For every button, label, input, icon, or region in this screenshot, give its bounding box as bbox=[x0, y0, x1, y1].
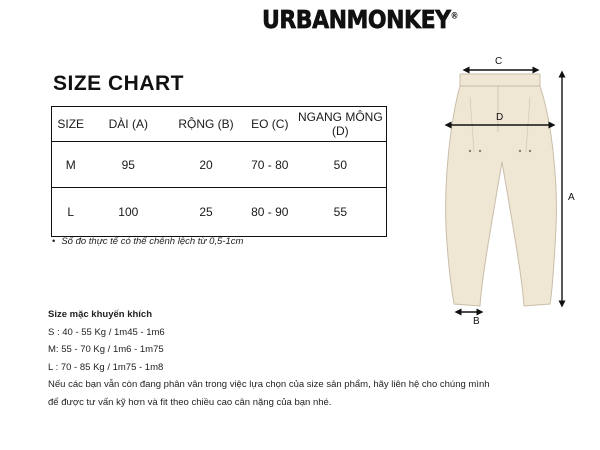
header-length: DÀI (A) bbox=[89, 107, 167, 142]
cell-size: L bbox=[67, 205, 75, 219]
cell-waist: 80 - 90 bbox=[251, 205, 289, 219]
advice-title: Size mặc khuyến khích bbox=[48, 309, 153, 320]
header-hip: NGANG MÔNG (D) bbox=[295, 107, 387, 142]
measurement-note: • Số đo thực tế có thể chênh lệch từ 0,5-1cm bbox=[52, 236, 244, 247]
advice-line: Nếu các bạn vẫn còn đang phân vân trong việc lựa chọn của size sản phẩm, hãy liên hệ cho chúng mình bbox=[48, 379, 490, 390]
header-width: RỘNG (B) bbox=[167, 107, 245, 142]
pants-illustration bbox=[440, 52, 580, 332]
label-a: A bbox=[568, 192, 575, 203]
brand-logo: URBANMONKEY® bbox=[262, 6, 459, 35]
label-c: C bbox=[495, 56, 503, 67]
size-advice bbox=[48, 306, 490, 411]
label-b: B bbox=[473, 316, 480, 327]
table-header-row bbox=[52, 107, 387, 142]
cell-size: M bbox=[52, 142, 90, 188]
table-row bbox=[52, 142, 387, 188]
advice-line: S : 40 - 55 Kg / 1m45 - 1m6 bbox=[48, 326, 165, 338]
cell-length: 95 bbox=[89, 142, 167, 188]
size-table bbox=[51, 106, 387, 237]
cell-width: 20 bbox=[167, 142, 245, 188]
advice-line: L : 70 - 85 Kg / 1m75 - 1m8 bbox=[48, 361, 164, 373]
header-size: SIZE bbox=[52, 107, 90, 142]
table-row bbox=[52, 188, 387, 237]
waistband bbox=[460, 74, 540, 86]
advice-line: để được tư vấn kỹ hơn và fit theo chiều cao cân nặng của bạn nhé. bbox=[48, 396, 332, 408]
page-title: SIZE CHART bbox=[53, 72, 184, 95]
header-waist: EO (C) bbox=[245, 107, 295, 142]
cell-width: 25 bbox=[199, 205, 213, 219]
advice-line: M: 55 - 70 Kg / 1m6 - 1m75 bbox=[48, 344, 164, 355]
bullet-icon: • bbox=[52, 236, 56, 247]
cell-hip: 50 bbox=[295, 142, 387, 188]
pants-diagram bbox=[440, 52, 580, 332]
cell-length: 100 bbox=[118, 205, 139, 219]
pants-shape bbox=[446, 74, 557, 306]
label-d: D bbox=[496, 112, 504, 123]
cell-hip: 55 bbox=[333, 205, 348, 219]
cell-waist: 70 - 80 bbox=[245, 142, 295, 188]
